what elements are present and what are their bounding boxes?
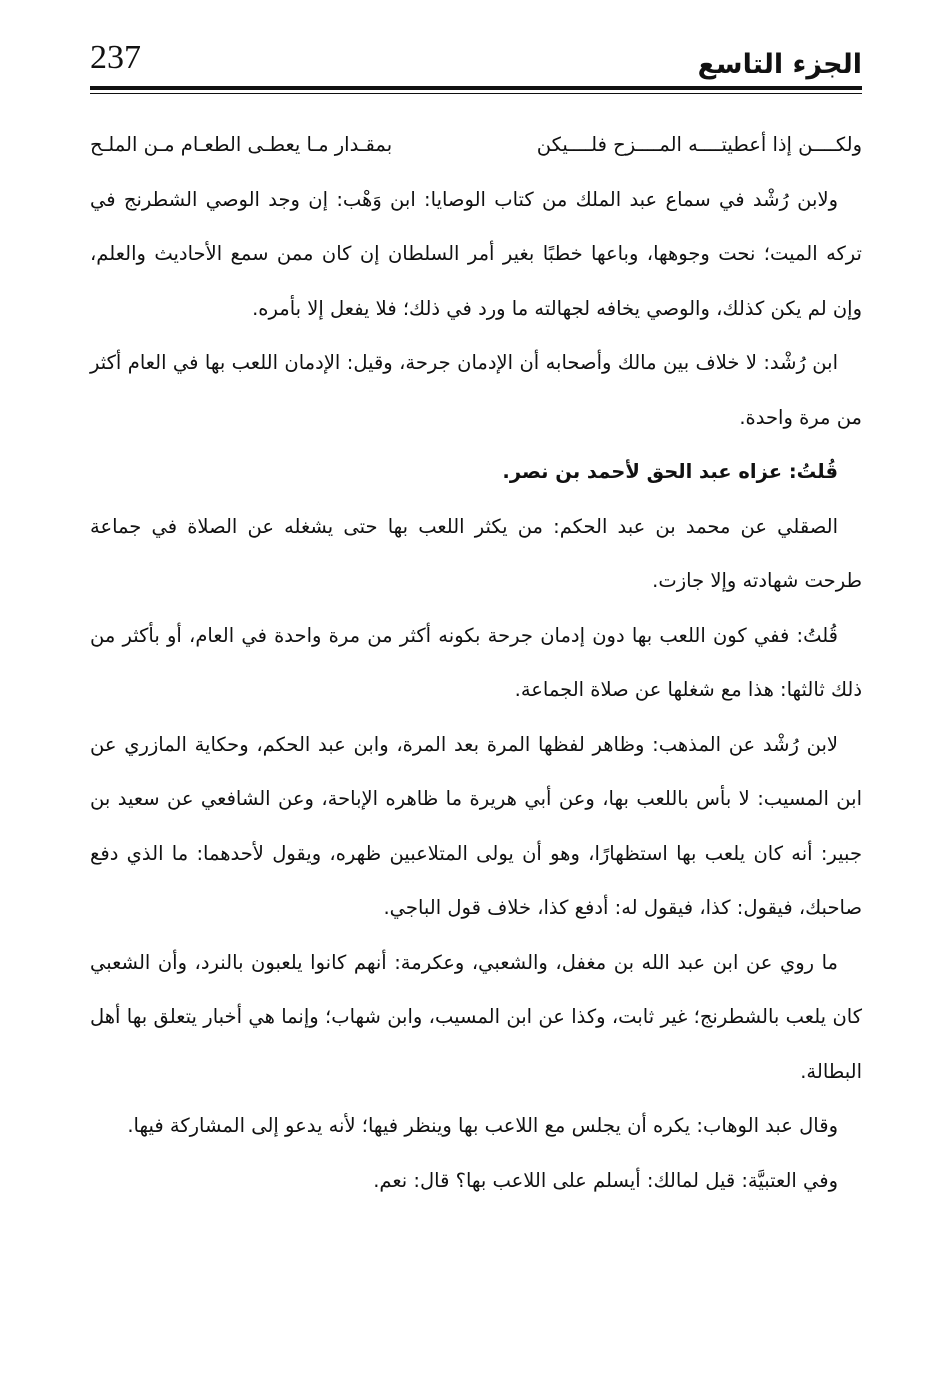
page-header xyxy=(90,30,862,90)
verse-left-hemistich: بمقـدار مـا يعطـى الطعـام مـن الملـح xyxy=(90,133,393,156)
paragraph-utbiyya: وفي العتبيَّة: قيل لمالك: أيسلم على اللاعب بها؟ قال: نعم. xyxy=(373,1168,838,1192)
running-head: الجزء التاسع xyxy=(697,49,862,80)
paragraph-ibn-rushd-wasaya: ولابن رُشْد في سماع عبد الملك من كتاب الوصايا: ابن وَهْب: إن وجد الوصي الشطرنج في تركه الميت؛ نحت وجوهها، وباعها خطبًا بغير أمر السلطان إن كان ممن سمع الأحاديث والعلم، وإن لم يكن كذلك، والوصي يخافه لجهالته ما ورد في ذلك؛ فلا يفعل إلا بأمره. xyxy=(90,187,862,320)
paragraph-riwayat: ما روي عن ابن عبد الله بن مغفل، والشعبي، وعكرمة: أنهم كانوا يلعبون بالنرد، وأن الشعبي كان يلعب بالشطرنج؛ غير ثابت، وكذا عن ابن المسيب، وابن شهاب؛ وإنما هي أخبار يتعلق بها أهل البطالة. xyxy=(90,950,862,1083)
paragraph-abd-al-wahhab: وقال عبد الوهاب: يكره أن يجلس مع اللاعب بها وينظر فيها؛ لأنه يدعو إلى المشاركة فيها. xyxy=(127,1114,838,1137)
paragraph-qult-1: قُلتُ: عزاه عبد الحق لأحمد بن نصر. xyxy=(502,460,838,483)
paragraph-idman: ابن رُشْد: لا خلاف بين مالك وأصحابه أن الإدمان جرحة، وقيل: الإدمان اللعب بها في العام أكثر من مرة واحدة. xyxy=(90,351,862,429)
header-rule-thin xyxy=(90,93,862,94)
paragraph-madhhab: لابن رُشْد عن المذهب: وظاهر لفظها المرة بعد المرة، وابن عبد الحكم، وحكاية المازري عن ابن المسيب: لا بأس باللعب بها، وعن أبي هريرة ما ظاهره الإباحة، وعن الشافعي عن سعيد بن جبير: أنه كان يلعب بها استظهارًا، وهو أن يولى المتلاعبين ظهره، ويقول لأحدهما: ما الذي دفع صاحبك، فيقول: كذا، فيقول له: أدفع كذا، خلاف قول الباجي. xyxy=(90,732,862,919)
page-number: 237 xyxy=(90,39,141,76)
paragraph-qult-2: قُلتُ: ففي كون اللعب بها دون إدمان جرحة بكونه أكثر من مرة واحدة في العام، أو بأكثر من ذلك ثالثها: هذا مع شغلها عن صلاة الجماعة. xyxy=(90,623,862,701)
verse-right-hemistich: ولكــــن إذا أعطيتــــه المــــزح فلــــيكن xyxy=(536,133,862,156)
body-text xyxy=(90,118,862,1208)
paragraph-siqilli: الصقلي عن محمد بن عبد الحكم: من يكثر اللعب بها حتى يشغله عن الصلاة في جماعة طرحت شهادته وإلا جازت. xyxy=(90,514,862,592)
verse-line xyxy=(90,118,862,173)
header-rule-thick xyxy=(90,86,862,90)
